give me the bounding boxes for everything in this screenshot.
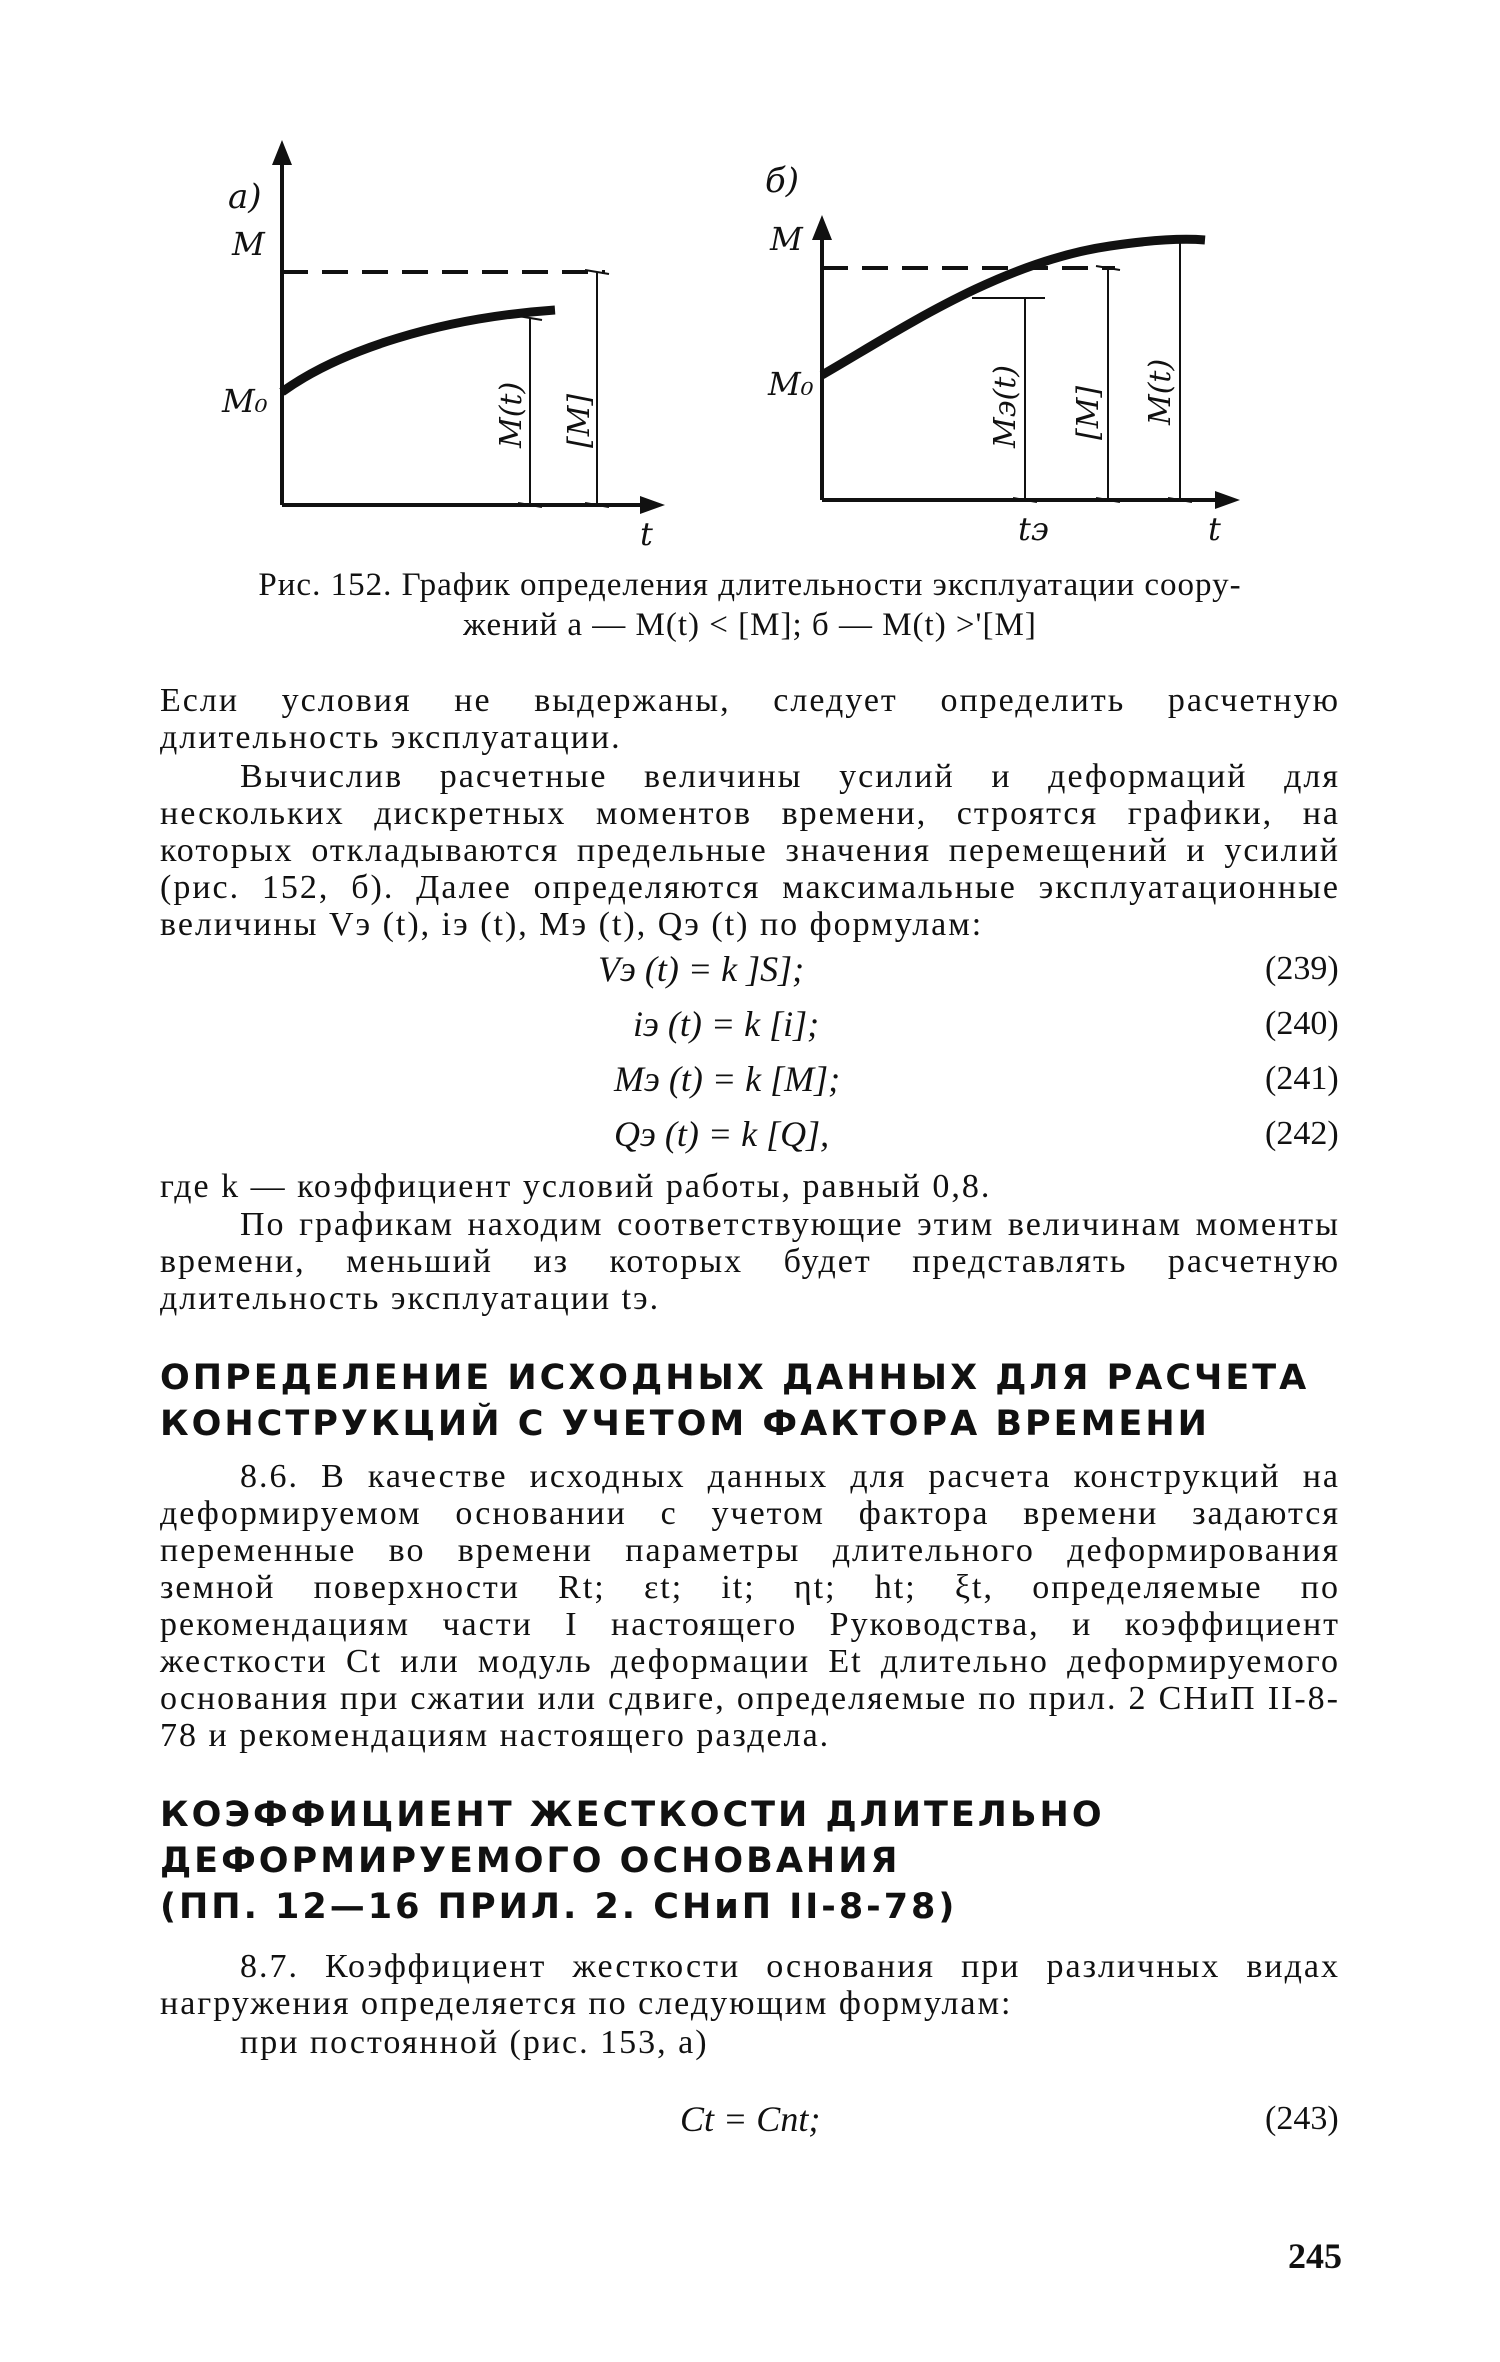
panel-b-me-label: Mэ(t) xyxy=(988,365,1023,448)
panel-a-chart xyxy=(272,140,665,514)
panel-a-label: а) xyxy=(228,177,262,217)
panel-a-limit-label: [M] xyxy=(562,393,597,448)
section-heading-2-line-1: КОЭФФИЦИЕНТ ЖЕСТКОСТИ ДЛИТЕЛЬНО xyxy=(160,1795,1105,1835)
panel-b-m0-label: M₀ xyxy=(768,365,814,403)
caption-line-2: жений а — M(t) < [M]; б — M(t) >'[M] xyxy=(463,607,1037,643)
paragraph-3: где k — коэффициент условий работы, равный 0,8. xyxy=(160,1168,992,1205)
figure-caption xyxy=(160,565,1340,645)
panel-a-m0-label: M₀ xyxy=(222,382,268,420)
section-heading-1-line-1: ОПРЕДЕЛЕНИЕ ИСХОДНЫХ ДАННЫХ ДЛЯ РАСЧЕТА xyxy=(160,1358,1310,1398)
formula-242-number: (242) xyxy=(1265,1115,1339,1152)
paragraph-1: Если условия не выдержаны, следует определить расчетную длительность эксплуатации. xyxy=(160,682,1340,756)
panel-a-y-axis-label: M xyxy=(232,225,265,263)
formula-241-number: (241) xyxy=(1265,1060,1339,1097)
formula-240-number: (240) xyxy=(1265,1005,1339,1042)
formula-240: iэ (t) = k [i]; xyxy=(633,1004,820,1044)
section-heading-2 xyxy=(160,1792,1360,1930)
page-number: 245 xyxy=(1288,2236,1342,2276)
formula-239: Vэ (t) = k ]S]; xyxy=(598,949,805,989)
formula-242: Qэ (t) = k [Q], xyxy=(614,1114,830,1154)
panel-b-y-arrow xyxy=(812,215,832,240)
paragraph-6: 8.7. Коэффициент жесткости основания при различных видах нагружения определяется по следующим формулам: xyxy=(160,1948,1340,2022)
formula-239-number: (239) xyxy=(1265,950,1339,987)
paragraph-7: при постоянной (рис. 153, а) xyxy=(240,2024,709,2061)
panel-a-y-arrow xyxy=(272,140,292,165)
paragraph-5: 8.6. В качестве исходных данных для расчета конструкций на деформируемом основании с учетом фактора времени задаются переменные во времени параметры длительного деформирования земной поверхности Rt; εt; it; ηt; ht; ξt, определяемые по рекомендациям части I настоящего Руководства, и коэффициент жесткости Ct или модуль деформации Et длительно деформируемого основания при сжатии или сдвиге, определяемые по прил. 2 СНиП II-8-78 и рекомендациям настоящего раздела. xyxy=(160,1458,1340,1754)
section-heading-1-line-2: КОНСТРУКЦИЙ С УЧЕТОМ ФАКТОРА ВРЕМЕНИ xyxy=(160,1404,1210,1444)
panel-a-curve xyxy=(282,310,555,392)
panel-b-te-label: tэ xyxy=(1018,510,1049,548)
formula-243-number: (243) xyxy=(1265,2100,1339,2137)
section-heading-2-line-3: (ПП. 12—16 ПРИЛ. 2. СНиП II-8-78) xyxy=(160,1887,958,1927)
formula-243: Ct = Cnt; xyxy=(680,2099,821,2139)
panel-b-x-arrow xyxy=(1215,491,1240,509)
panel-a-x-axis-label: t xyxy=(640,515,653,553)
panel-a-mt-label: M(t) xyxy=(494,381,529,448)
formula-241: Mэ (t) = k [M]; xyxy=(614,1059,841,1099)
paragraph-4: По графикам находим соответствующие этим величинам моменты времени, меньший из которых будет представлять расчетную длительность эксплуатации tэ. xyxy=(160,1206,1340,1317)
caption-line-1: Рис. 152. График определения длительности эксплуатации соору- xyxy=(258,567,1242,603)
panel-b-x-axis-label: t xyxy=(1208,510,1221,548)
panel-b-label: б) xyxy=(765,161,800,201)
panel-b-y-axis-label: M xyxy=(770,220,803,258)
section-heading-1 xyxy=(160,1355,1360,1447)
section-heading-2-line-2: ДЕФОРМИРУЕМОГО ОСНОВАНИЯ xyxy=(160,1841,901,1881)
paragraph-2: Вычислив расчетные величины усилий и деформаций для нескольких дискретных моментов времени, строятся графики, на которых откладываются предельные значения перемещений и усилий (рис. 152, б). Далее определяются максимальные эксплуатационные величины Vэ (t), iэ (t), Mэ (t), Qэ (t) по формулам: xyxy=(160,758,1340,943)
panel-b-curve xyxy=(822,239,1205,375)
figure-152 xyxy=(0,0,1500,560)
panel-a-x-arrow xyxy=(640,496,665,514)
panel-b-limit-label: [M] xyxy=(1071,385,1106,440)
panel-b-mt-label: M(t) xyxy=(1143,358,1178,425)
